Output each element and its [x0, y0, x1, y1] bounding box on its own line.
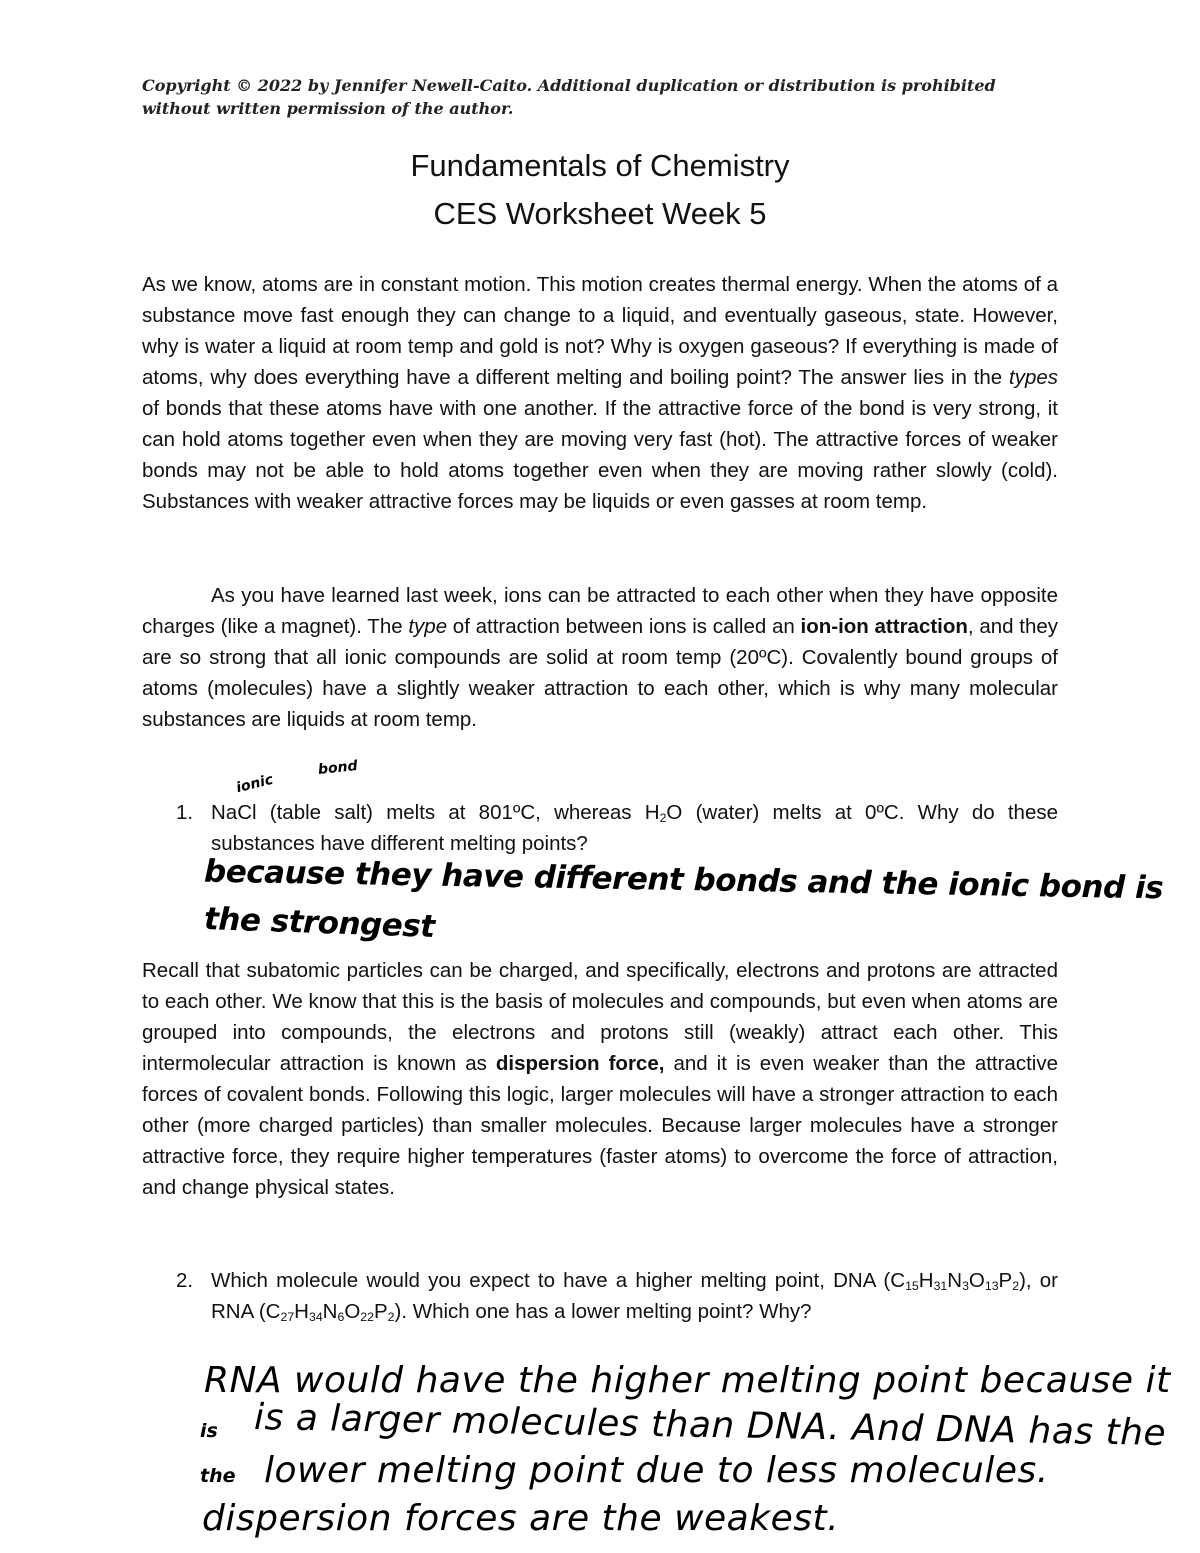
- question-1-text-a: NaCl (table salt) melts at 801ºC, whereas H: [211, 801, 660, 824]
- paragraph-ions-emphasis: type: [408, 615, 448, 638]
- paragraph-ions-term: ion-ion attraction: [800, 615, 968, 638]
- question-2-text: [211, 1265, 1058, 1327]
- handwritten-ionic-mark: ionic: [234, 771, 275, 797]
- question-2-element: H: [918, 1269, 934, 1292]
- question-2-sub: 2: [1012, 1279, 1020, 1294]
- question-2-element: H: [294, 1300, 309, 1323]
- paragraph-dispersion-text-a: Recall that subatomic particles can be charged, and specifically, electrons and protons are attracted to each other. We know that this is the basis of molecules and compounds, but even when atoms are grouped into compounds, the electrons and protons still (weakly) attract each other. This intermolecular attraction is known as: [142, 959, 1058, 1075]
- question-2-element: O: [968, 1269, 985, 1292]
- question-1-text-b: O (water) melts at 0ºC. Why do these substances have different melting points?: [211, 801, 1059, 855]
- paragraph-intro: [142, 269, 1058, 517]
- question-2-sub: 15: [905, 1279, 919, 1294]
- paragraph-ions-text-c: , and they are so strong that all ionic compounds are solid at room temp (20ºC). Covalently bound groups of atoms (molecules) have a slightly weaker attraction to each other, which is why many molecular substances are liquids at room temp.: [142, 615, 1058, 731]
- paragraph-intro-emphasis: types: [1009, 366, 1058, 389]
- question-2-element: P: [998, 1269, 1013, 1292]
- handwritten-answer-2-mark-is: is: [200, 1420, 218, 1442]
- question-2-element: N: [322, 1300, 338, 1323]
- handwritten-answer-2-line-2: is a larger molecules than DNA. And DNA has the: [253, 1397, 1167, 1454]
- question-2-sub: 2: [387, 1310, 395, 1325]
- question-2-sub: 22: [360, 1310, 374, 1325]
- question-2-sub: 6: [337, 1310, 345, 1325]
- paragraph-dispersion-text-b: and it is even weaker than the attractive forces of covalent bonds. Following this logic, larger molecules will have a stronger attraction to each other (more charged particles) than smaller molecules. Because larger molecules have a stronger attractive force, they require higher temperatures (faster atoms) to overcome the force of attraction, and change physical states.: [142, 1052, 1058, 1199]
- question-2-sub: 34: [308, 1310, 323, 1325]
- copyright-notice: [142, 74, 1042, 120]
- handwritten-answer-2-line-3: lower melting point due to less molecules.: [264, 1450, 1049, 1491]
- question-2-text-b: ). Which one has a lower melting point? Why?: [394, 1300, 812, 1323]
- page-subtitle: CES Worksheet Week 5: [433, 196, 767, 231]
- paragraph-dispersion-term: dispersion force,: [495, 1052, 665, 1075]
- paragraph-dispersion: [142, 955, 1058, 1203]
- paragraph-ions-text-a: As you have learned last week, ions can be attracted to each other when they have opposite charges (like a magnet). The: [142, 584, 1058, 638]
- question-2-text-a: Which molecule would you expect to have a higher melting point, DNA (C: [211, 1269, 906, 1292]
- question-2-sub: 31: [933, 1279, 948, 1294]
- paragraph-ions-text-b: of attraction between ions is called an: [447, 615, 801, 638]
- question-2-element: P: [373, 1300, 388, 1323]
- page-title: Fundamentals of Chemistry: [410, 148, 790, 183]
- handwritten-answer-2-mark-the: the: [200, 1465, 236, 1487]
- handwritten-answer-2-line-1: RNA would have the higher melting point because it: [204, 1360, 1171, 1401]
- question-1-number: 1.: [176, 801, 194, 824]
- question-2-element: O: [344, 1300, 361, 1323]
- question-2-sub: 13: [984, 1279, 999, 1294]
- handwritten-answer-1-line-2: the strongest: [203, 900, 436, 946]
- handwritten-answer-2-line-4: dispersion forces are the weakest.: [202, 1498, 840, 1539]
- paragraph-intro-text-b: of bonds that these atoms have with one another. If the attractive force of the bond is very strong, it can hold atoms together even when they are moving very fast (hot). The attractive forces of weaker bonds may not be able to hold atoms together even when they are moving rather slowly (cold). Substances with weaker attractive forces may be liquids or even gasses at room temp.: [142, 397, 1058, 513]
- question-1-subscript: 2: [659, 811, 667, 826]
- question-2-element: N: [947, 1269, 963, 1292]
- question-1-text: [211, 797, 1058, 859]
- question-2-sub: 3: [962, 1279, 969, 1294]
- handwritten-answer-1-line-1: because they have different bonds and the ionic bond is: [203, 853, 1164, 907]
- copyright-line-1: Copyright © 2022 by Jennifer Newell-Caito. Additional duplication or distribution is prohibited: [142, 76, 996, 95]
- question-2-sub: 27: [280, 1310, 295, 1325]
- handwritten-bond-mark: bond: [317, 757, 359, 779]
- paragraph-ions: [142, 580, 1058, 735]
- question-2-text-mid: ), or RNA (C: [211, 1269, 1059, 1323]
- question-2-number: 2.: [176, 1269, 194, 1292]
- copyright-line-2: without written permission of the author.: [142, 99, 514, 118]
- paragraph-intro-text-a: As we know, atoms are in constant motion. This motion creates thermal energy. When the atoms of a substance move fast enough they can change to a liquid, and eventually gaseous, state. However, why is water a liquid at room temp and gold is not? Why is oxygen gaseous? If everything is made of atoms, why does everything have a different melting and boiling point? The answer lies in the: [142, 273, 1058, 389]
